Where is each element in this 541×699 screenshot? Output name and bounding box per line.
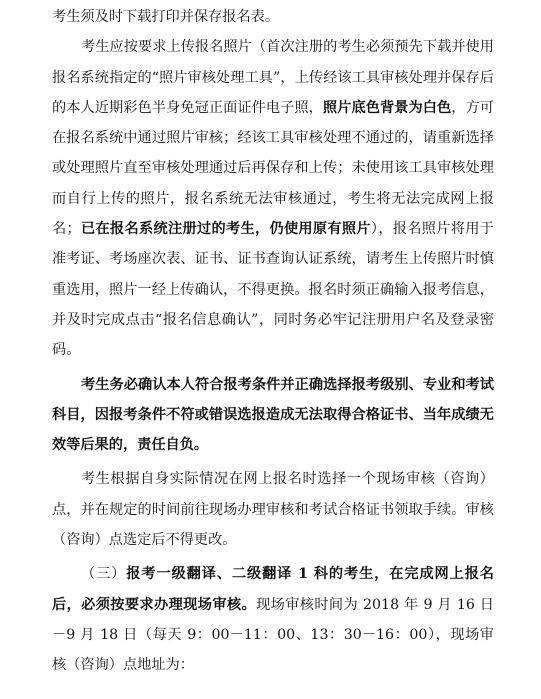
text-photo-intro: 考生应按要求上传报名照片（首次注册的考生必须预先下载并使用报名系统指定的“照片审核处理工具”，上传经该工具审核处理并保存后的本人近期彩色半身免冠正面证件电子照， xyxy=(52,39,494,116)
text-eligibility-warning: 考生务必确认本人符合报考条件并正确选择报考级别、专业和考试科目，因报考条件不符或错误选报造成无法取得合格证书、当年成绩无效等后果的，责任自负。 xyxy=(52,376,494,454)
paragraph-onsite-review xyxy=(52,559,494,680)
paragraph-eligibility-warning xyxy=(52,370,494,461)
text-registered-use-original: 已在报名系统注册过的考生，仍使用原有照片 xyxy=(80,221,371,238)
text-section-number: （三） xyxy=(81,566,127,583)
paragraph-photo-upload xyxy=(52,32,494,365)
text-photo-usage: ），报名照片将用于准考证、考场座次表、证书、证书查询认证系统，请考生上传照片时慎重选用，照片一经上传确认，不得更换。报名时须正确输入报考信息，并及时完成点击“报名信息确认”，同时务必牢记注册用户名及登录密码。 xyxy=(52,221,494,359)
paragraph-print-form xyxy=(52,2,494,32)
text-print-form: 考生须及时下载打印并保存报名表。 xyxy=(52,9,280,25)
text-review-point: 考生根据自身实际情况在网上报名时选择一个现场审核（咨询）点，并在规定的时间前往现场办理审核和考试合格证书领取手续。审核（咨询）点选定后不得更改。 xyxy=(52,471,494,549)
text-onsite-requirement: 报考一级翻译、二级翻译 1 科的考生，在完成网上报名后，必须按要求办理现场审核。 xyxy=(52,566,494,613)
text-photo-rules: ，方可在报名系统中通过照片审核；经该工具审核处理不通过的，请重新选择或处理照片直至审核处理通过后再保存和上传；未使用该工具审核处理而自行上传的照片，报名系统无法审核通过，考生将无法完成网上报名； xyxy=(52,99,494,238)
paragraph-review-point xyxy=(52,464,494,555)
text-onsite-schedule: 现场审核时间为 2018 年 9 月 16 日－9 月 18 日（每天 9：00－11：00、13：30－16：00），现场审核（咨询）点地址为： xyxy=(52,596,494,674)
document-body xyxy=(52,2,494,681)
text-photo-background-white: 照片底色背景为白色 xyxy=(322,99,452,116)
